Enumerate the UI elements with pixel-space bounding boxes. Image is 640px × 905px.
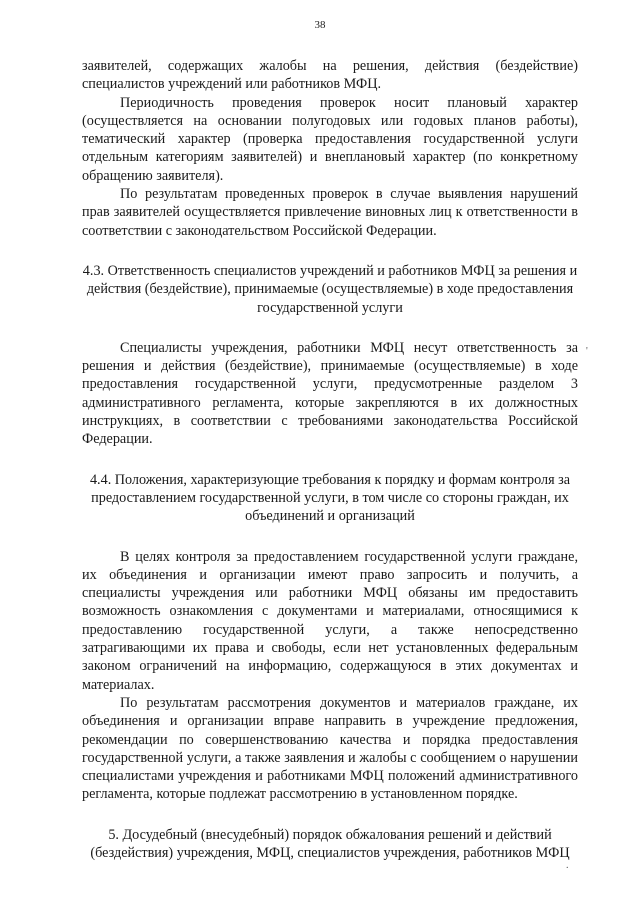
paragraph-inspection-results: По результатам проведенных проверок в случае выявления нарушений прав заявителей осуществляется привлечение виновных лиц к ответственности в соответствии с законодательством Российской Федерации. bbox=[82, 186, 578, 239]
page-number: 38 bbox=[314, 19, 326, 31]
scan-mark: . bbox=[566, 860, 569, 871]
section-4-3-heading: 4.3. Ответственность специалистов учреждений и работников МФЦ за решения и действия (бездействие), принимаемые (осуществляемые) в ходе предоставления государственной услуги bbox=[82, 262, 578, 316]
paragraph-continuation: заявителей, содержащих жалобы на решения, действия (бездействие) специалистов учреждений или работников МФЦ. bbox=[82, 58, 578, 93]
section-4-3-text: Специалисты учреждения, работники МФЦ несут ответственность за решения и действия (бездействие), принимаемые (осуществляемые) в ходе предоставления государственной услуги, предусмотренные разделом 3 административного регламента, которые закрепляются в их должностных инструкциях, в соответствии с требованиями законодательства Российской Федерации. bbox=[82, 339, 578, 448]
section-5-heading: 5. Досудебный (внесудебный) порядок обжалования решений и действий (бездействия) учреждения, МФЦ, специалистов учреждения, работников МФЦ bbox=[90, 826, 570, 861]
section-4-4-text-1: В целях контроля за предоставлением государственной услуги граждане, их объединения и организации имеют право запросить и получить, а специалисты учреждения или работники МФЦ обязаны им предоставить возможность ознакомления с документами и материалами, относящимися к предоставлению государственной услуги, а также непосредственно затрагивающими их права и свободы, если нет установленных федеральным законом ограничений на информацию, содержащуюся в этих документах и материалах. bbox=[82, 548, 578, 693]
scan-mark: ' bbox=[586, 346, 588, 357]
paragraph-inspection-frequency: Периодичность проведения проверок носит плановый характер (осуществляется на основании полугодовых или годовых планов работы), тематический характер (проверка предоставления государственной услуги отдельным категориям заявителей) и внеплановый характер (по конкретному обращению заявителя). bbox=[82, 94, 578, 184]
section-4-4-heading: 4.4. Положения, характеризующие требования к порядку и формам контроля за предоставлением государственной услуги, в том числе со стороны граждан, их объединений и организаций bbox=[89, 471, 571, 525]
section-4-4-text-2: По результатам рассмотрения документов и материалов граждане, их объединения и организации вправе направить в учреждение предложения, рекомендации по совершенствованию качества и порядка предоставления государственной услуги, а также заявления и жалобы с сообщением о нарушении специалистами учреждения и работниками МФЦ положений административного регламента, которые подлежат рассмотрению в установленном порядке. bbox=[82, 694, 578, 803]
document-body bbox=[82, 57, 578, 862]
